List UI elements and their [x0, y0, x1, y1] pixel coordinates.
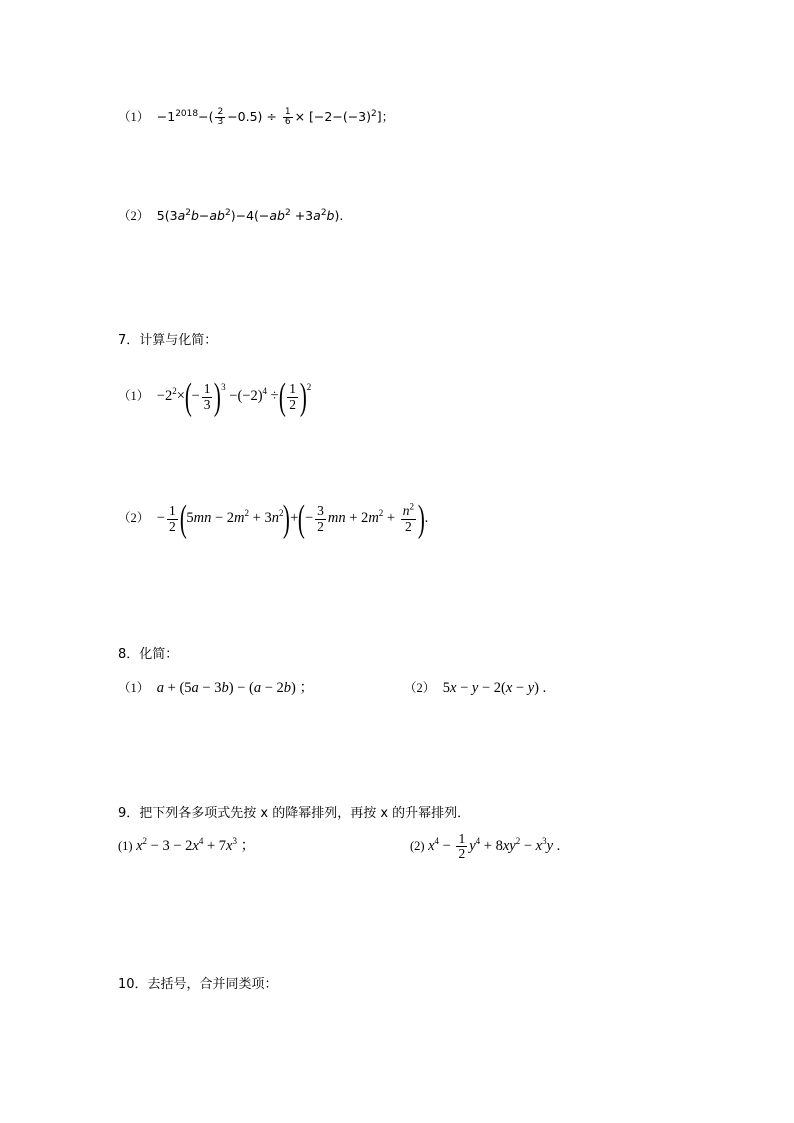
q9-part2-label: (2): [410, 839, 425, 853]
q9-title: [118, 804, 470, 824]
fraction-two-thirds: $\frac{2}{3}$: [217, 106, 224, 127]
q7-part2-label: （2）: [118, 511, 150, 526]
q8-part2: [404, 678, 546, 699]
q6-part2-formula: $5(3a^2b-ab^2)-4(-ab^2 +3a^2b)$.: [156, 207, 344, 223]
q8-part1-formula: a + (5a − 3b) − (a − 2b) ；: [156, 680, 314, 696]
fraction-one-half: $\frac{1}{2}$: [289, 381, 297, 412]
fraction-one-half-coef: $\frac{1}{2}$: [168, 503, 176, 534]
q9-part1-label: (1): [118, 839, 133, 853]
fraction-one-third: $\frac{1}{3}$: [203, 381, 211, 412]
q8-part1: [118, 678, 314, 699]
q8-part1-label: （1）: [118, 681, 150, 695]
q7-title: 7．计算与化简：: [118, 333, 218, 348]
q7-part1-formula: $-2^2\times(-$ $\frac{1}{3}$ )$^3 -(-2)^4$ ÷( $\frac{1}{2}$ )$^2$: [156, 376, 312, 418]
q9-part2-formula: $x^4$ − $\frac{1}{2}$ $y^4 + 8xy^2 - x^3y$ .: [428, 831, 561, 862]
q6-part2-label: （2）: [118, 209, 150, 223]
q6-part1-formula: $-1^{2018}-$( $\frac{2}{3}$ −0.5) ÷ $\frac{1}{6}$ × $[-2-(-3)^2]$；: [156, 106, 395, 127]
q9-part2: [410, 832, 560, 861]
q9-part1-formula: $x^2 - 3 - 2x^4 + 7x^3$ ；: [136, 836, 256, 854]
fraction-n-squared-half: $\frac{n^2}{2}$: [402, 501, 414, 534]
q8-title: 8．化简：: [118, 647, 179, 662]
q7-part1: [118, 378, 311, 416]
q9-title-text: 9．把下列各多项式先按 x 的降幂排列，再按 x 的升幂排列．: [118, 806, 471, 821]
q8-part2-label: （2）: [404, 681, 436, 695]
q7-part2-formula: − $\frac{1}{2}$ $(5mn - 2m^2 + 3n^2)+(-$ $\frac{3}{2}$ mn + $2m^2$ + $\frac{n^2}{2}$ ).: [156, 498, 429, 540]
q6-part1: [118, 107, 394, 128]
fraction-one-sixth: $\frac{1}{6}$: [284, 106, 291, 127]
fraction-three-halves: $\frac{3}{2}$: [317, 503, 324, 534]
q7-part2: [118, 500, 428, 538]
fraction-one-half-y: $\frac{1}{2}$: [458, 831, 466, 862]
q9-part1: [118, 836, 255, 857]
q8-part2-formula: 5x − y − 2(x − y) .: [442, 680, 547, 696]
q6-part1-label: （1）: [118, 110, 150, 124]
q7-part1-label: （1）: [118, 389, 150, 404]
q6-part2: [118, 206, 343, 227]
q10-title: 10．去括号，合并同类项：: [118, 977, 278, 992]
